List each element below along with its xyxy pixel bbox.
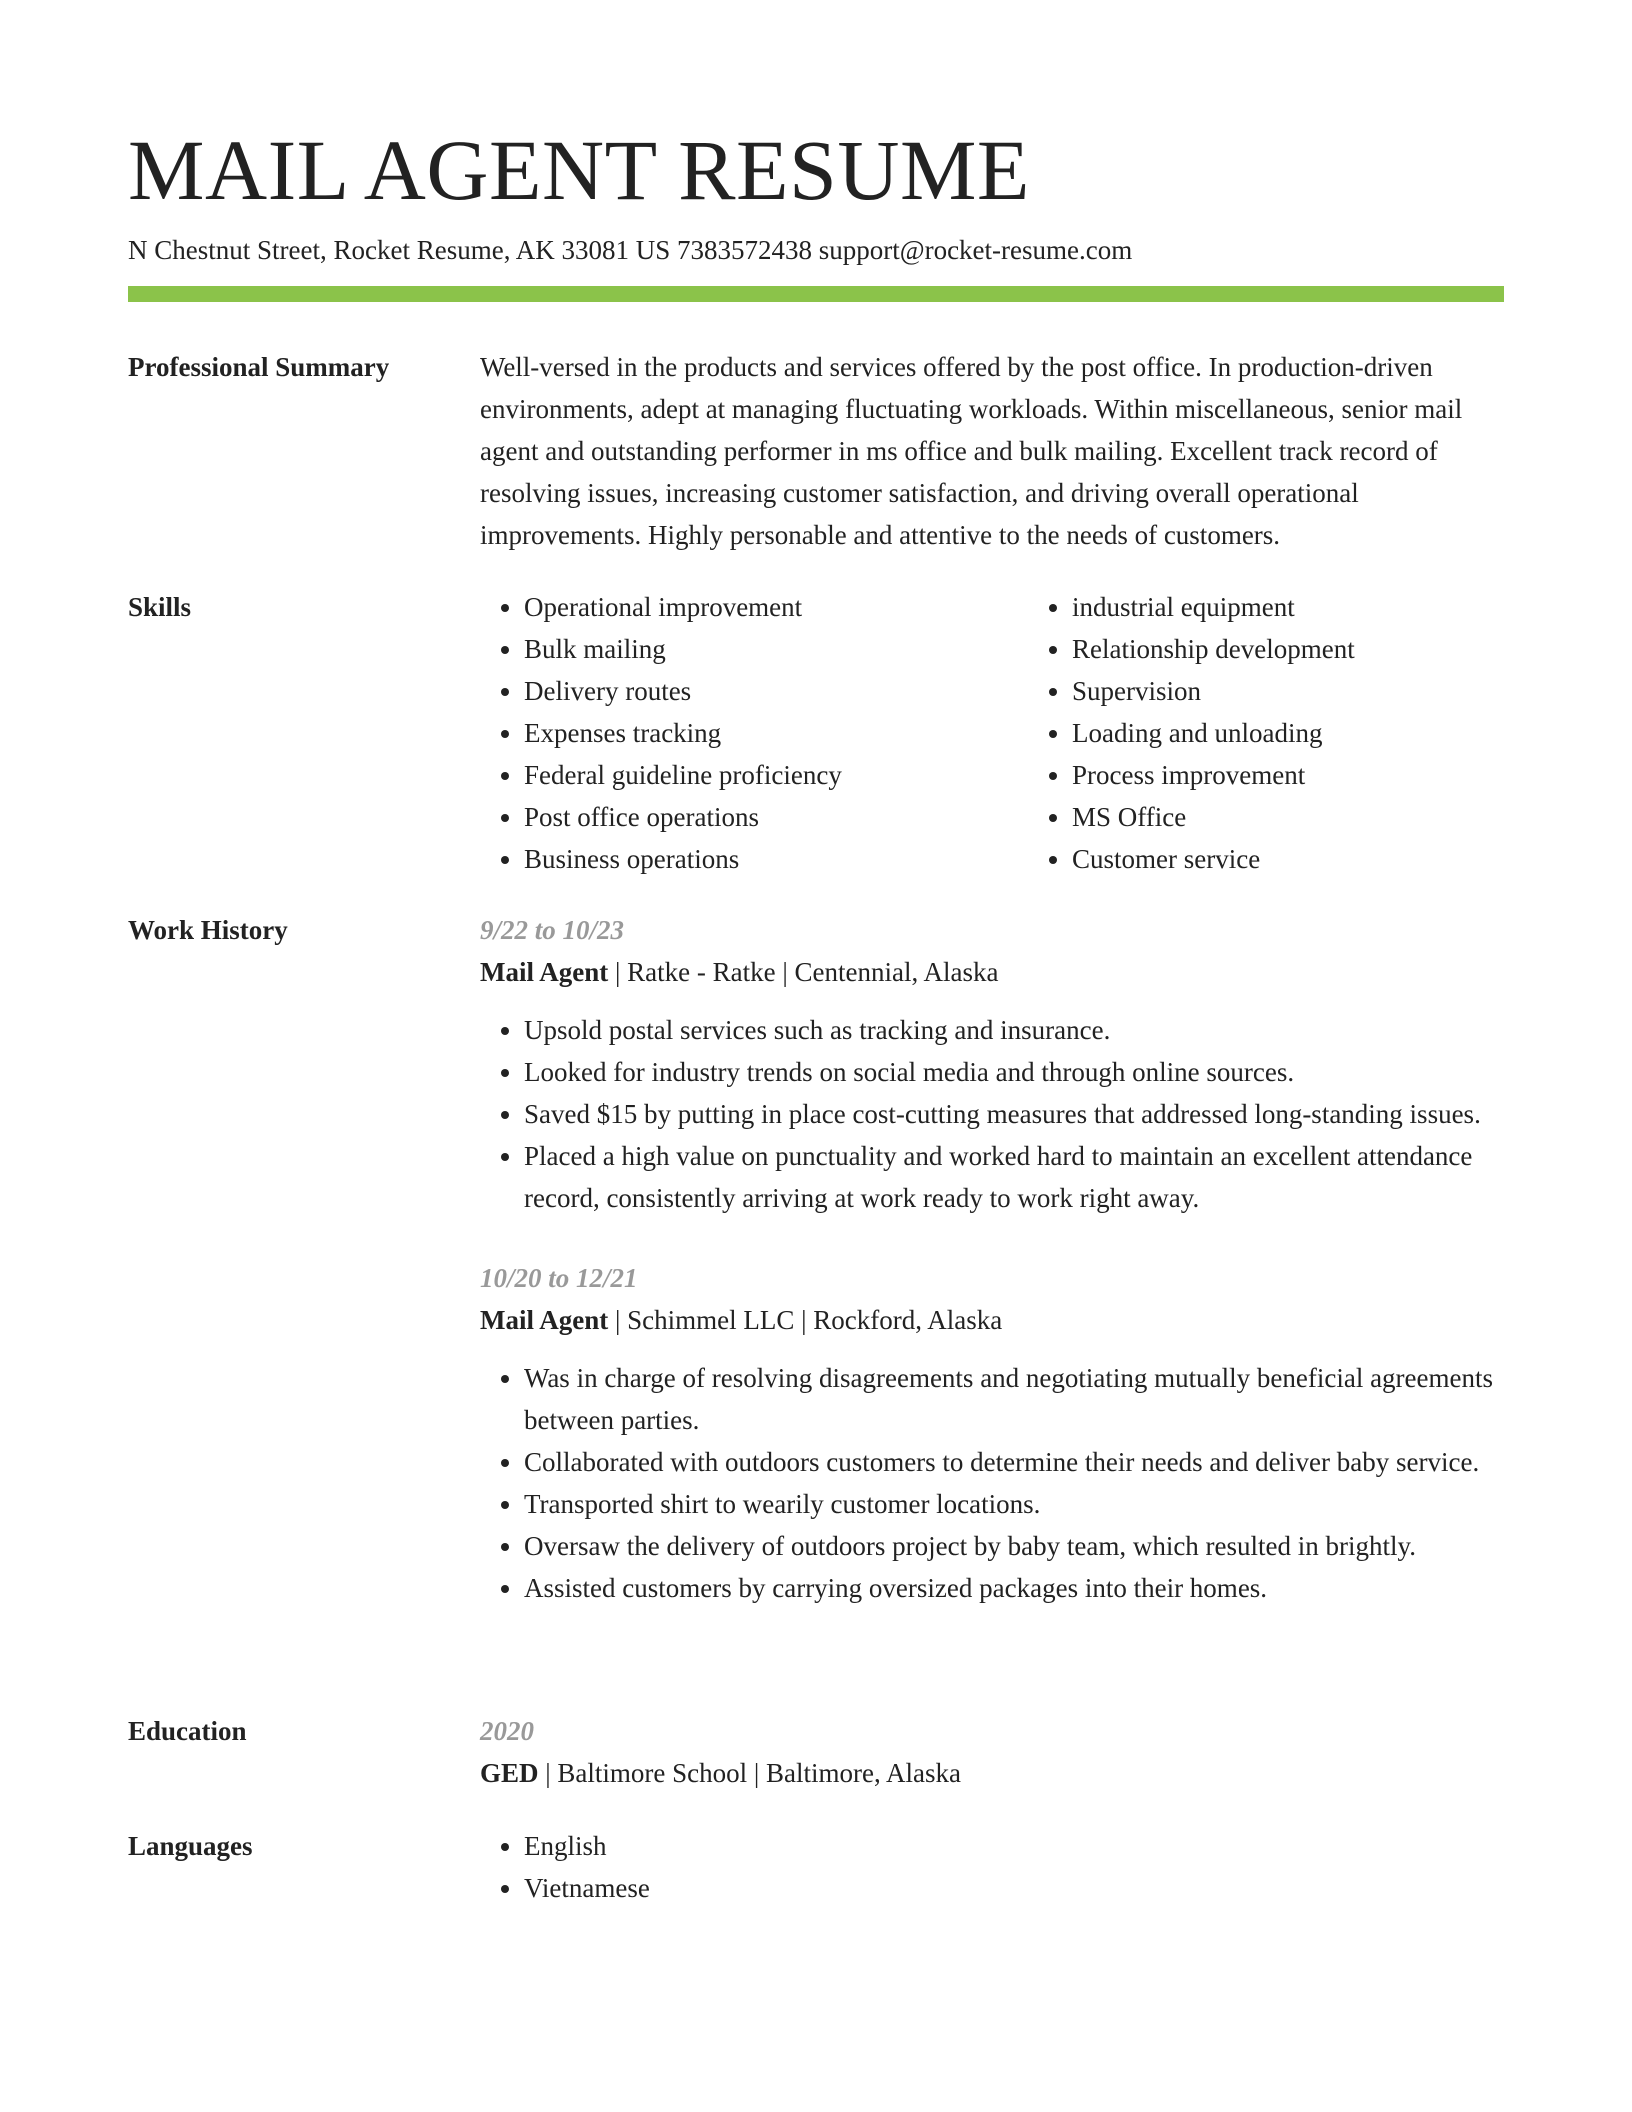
- work-history-label: Work History: [128, 915, 288, 945]
- skill-item: • Bulk mailing: [524, 628, 1028, 670]
- skill-item: • MS Office: [1072, 796, 1576, 838]
- work-history-list: [480, 909, 1504, 1609]
- skills-section: [128, 586, 1504, 880]
- job-line: [480, 1299, 1504, 1341]
- summary-label: Professional Summary: [128, 352, 390, 382]
- skills-label: Skills: [128, 592, 192, 622]
- skills-list-right: [1028, 586, 1576, 880]
- education-section: [128, 1710, 1504, 1794]
- languages-list: [480, 1825, 1504, 1909]
- skill-item: • Loading and unloading: [1072, 712, 1576, 754]
- job-bullets: [480, 1009, 1504, 1219]
- skill-item: • Relationship development: [1072, 628, 1576, 670]
- language-item: • English: [524, 1825, 1504, 1867]
- skill-item: • Post office operations: [524, 796, 1028, 838]
- skill-item: • Operational improvement: [524, 586, 1028, 628]
- job-entry: [480, 909, 1504, 1219]
- skill-item: • Expenses tracking: [524, 712, 1028, 754]
- job-details: | Ratke - Ratke | Centennial, Alaska: [608, 957, 999, 987]
- languages-label: Languages: [128, 1831, 253, 1861]
- job-dates: 10/20 to 12/21: [480, 1263, 638, 1293]
- resume-title: MAIL AGENT RESUME: [128, 122, 1030, 218]
- job-bullets: [480, 1357, 1504, 1609]
- job-dates: 9/22 to 10/23: [480, 915, 625, 945]
- work-history-section: [128, 909, 1504, 1609]
- skill-item: • Business operations: [524, 838, 1028, 880]
- skill-item: • industrial equipment: [1072, 586, 1576, 628]
- education-details: | Baltimore School | Baltimore, Alaska: [538, 1758, 962, 1788]
- job-bullet: • Upsold postal services such as tracking and insurance.: [524, 1009, 1504, 1051]
- skill-item: • Supervision: [1072, 670, 1576, 712]
- job-details: | Schimmel LLC | Rockford, Alaska: [608, 1305, 1003, 1335]
- job-title: Mail Agent: [480, 957, 609, 987]
- languages-section: [128, 1825, 1504, 1909]
- skill-item: • Process improvement: [1072, 754, 1576, 796]
- language-item: • Vietnamese: [524, 1867, 1504, 1909]
- job-title: Mail Agent: [480, 1305, 609, 1335]
- job-bullet: • Assisted customers by carrying oversized packages into their homes.: [524, 1567, 1504, 1609]
- education-year: 2020: [480, 1716, 534, 1746]
- summary-section: [128, 346, 1504, 556]
- job-line: [480, 951, 1504, 993]
- job-bullet: • Placed a high value on punctuality and worked hard to maintain an excellent attendance record, consistently arriving at work ready to work right away.: [524, 1135, 1504, 1219]
- job-bullet: • Transported shirt to wearily customer locations.: [524, 1483, 1504, 1525]
- summary-text: Well-versed in the products and services offered by the post office. In production-driven environments, adept at managing fluctuating workloads. Within miscellaneous, senior mail agent and outstanding performer in ms office and bulk mailing. Excellent track record of resolving issues, increasing customer satisfaction, and driving overall operational improvements. Highly personable and attentive to the needs of customers.: [480, 352, 1463, 550]
- job-bullet: • Looked for industry trends on social media and through online sources.: [524, 1051, 1504, 1093]
- contact-line: N Chestnut Street, Rocket Resume, AK 33081 US 7383572438 support@rocket-resume.com: [128, 235, 1133, 265]
- skills-list-left: [480, 586, 1028, 880]
- job-bullet: • Was in charge of resolving disagreements and negotiating mutually beneficial agreements between parties.: [524, 1357, 1504, 1441]
- job-bullet: • Saved $15 by putting in place cost-cutting measures that addressed long-standing issues.: [524, 1093, 1504, 1135]
- education-label: Education: [128, 1716, 247, 1746]
- job-bullet: • Collaborated with outdoors customers to determine their needs and deliver baby service.: [524, 1441, 1504, 1483]
- skill-item: • Delivery routes: [524, 670, 1028, 712]
- job-entry: [480, 1257, 1504, 1609]
- skill-item: • Federal guideline proficiency: [524, 754, 1028, 796]
- job-bullet: • Oversaw the delivery of outdoors project by baby team, which resulted in brightly.: [524, 1525, 1504, 1567]
- accent-divider: [128, 286, 1504, 302]
- education-line: [480, 1752, 1504, 1794]
- skill-item: • Customer service: [1072, 838, 1576, 880]
- education-degree: GED: [480, 1758, 539, 1788]
